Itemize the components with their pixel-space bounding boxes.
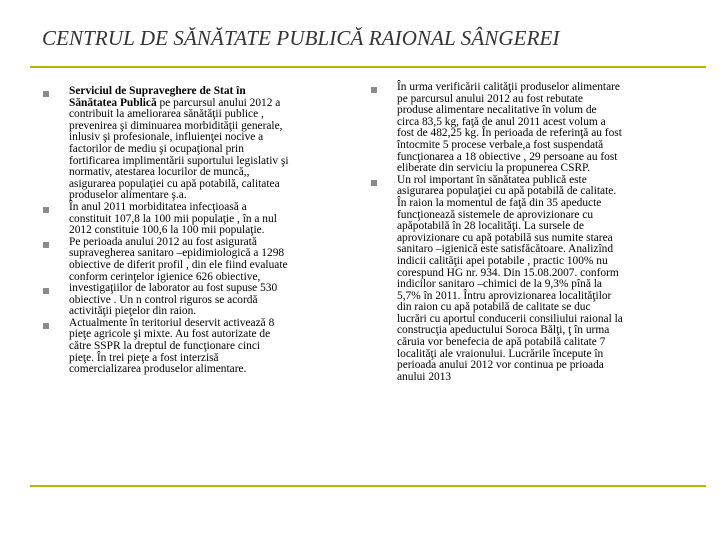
text-line: Pe perioada anului 2012 au fost asigurată xyxy=(69,235,257,248)
text-line: construcţia apeductului Soroca Bălţi, ţ în urma xyxy=(397,324,610,337)
list-item xyxy=(43,237,348,283)
text-line: perioada anului 2012 vor continua pe prioada xyxy=(397,359,604,372)
text-line: În raion la momentul de faţă din 35 apeducte xyxy=(397,196,602,209)
text-line: comercializarea produselor alimentare. xyxy=(69,363,247,376)
text-line: fost de 482,25 kg. În perioada de referinţă au fost xyxy=(397,127,622,140)
text-line: produse alimentare necalitative în volum de xyxy=(397,104,597,117)
text-line: factorilor de mediu şi ocupaţional prin xyxy=(69,142,244,155)
text-line: funcţionarea a 18 obiective , 29 persoane au fost xyxy=(397,150,618,163)
list-item xyxy=(43,318,348,376)
text-line: asigurarea populaţiei cu apă potabilă, calitatea xyxy=(69,177,280,190)
bottom-divider xyxy=(30,485,706,487)
list-item xyxy=(43,86,348,202)
text-line: pieţe. În trei pieţe a fost interzisă xyxy=(69,351,219,364)
text-line: 2012 constituie 100,6 la 100 mii populaţie. xyxy=(69,224,265,237)
text-line: căruia vor benefecia de apă potabilă calitate 7 xyxy=(397,336,606,349)
list-item xyxy=(43,202,348,237)
text-line: lucrări cu aportul conducerii consiliului raional la xyxy=(397,312,623,325)
list-item xyxy=(43,283,348,318)
text-line: inlusiv şi profesionale, influienţei nocive a xyxy=(69,131,264,144)
text-line: anului 2013 xyxy=(397,370,452,383)
text-line: funcţionează sistemele de aprovizionare cu xyxy=(397,208,594,221)
top-divider xyxy=(30,66,706,68)
list-item xyxy=(371,175,691,384)
text-line: activităţii pieţelor din raion. xyxy=(69,305,197,318)
text-line: Actualmente în teritoriul deservit activează 8 xyxy=(69,316,275,329)
text-line: constituit 107,8 la 100 mii populaţie , în a nul xyxy=(69,212,277,225)
slide-title: CENTRUL DE SĂNĂTATE PUBLICĂ RAIONAL SÂNGEREI xyxy=(42,26,560,50)
text-line: investigaţiilor de laborator au fost supuse 530 xyxy=(69,282,278,295)
text-line: indicilor sanitaro –chimici de la 9,3% pînă la xyxy=(397,278,602,291)
item-heading-line: Serviciul de Supraveghere de Stat în xyxy=(69,85,246,97)
text-line: aprovizionare cu apă potabilă sus numite starea xyxy=(397,231,613,244)
text-line: obiective . Un n control riguros se acordă xyxy=(69,293,258,306)
text-line: În anul 2011 morbiditatea infecţioasă a xyxy=(69,200,247,213)
text-line: întocmite 5 procese verbale,a fost suspendată xyxy=(397,138,604,151)
text-line: Un rol important în sănătatea publică este xyxy=(397,173,587,186)
square-bullet-icon xyxy=(371,180,377,186)
square-bullet-icon xyxy=(43,242,49,248)
text-line: către SSPR la dreptul de funcţionare cinci xyxy=(69,340,261,353)
text-line: indicii calităţii apei potabile , practic 100% nu xyxy=(397,254,608,267)
text-line: contribuit la ameliorarea sănătăţii publice , xyxy=(69,108,264,121)
left-column xyxy=(43,86,348,376)
text-line: conform cerinţelor igienice 626 obiective, xyxy=(69,270,261,283)
text-line: pieţe agricole şi mixte. Au fost autorizate de xyxy=(69,328,271,341)
text-line: prevenirea şi diminuarea morbidităţii generale, xyxy=(69,119,283,132)
item-heading-line: Sănătatea Publică xyxy=(69,96,157,109)
square-bullet-icon xyxy=(43,323,49,329)
square-bullet-icon xyxy=(371,87,377,93)
text-line: 5,7% în 2011. Întru aprovizionarea localităţilor xyxy=(397,289,612,302)
text-line: pe parcursul anului 2012 a xyxy=(156,96,281,109)
text-line: supravegherea sanitaro –epidimiologică a 1298 xyxy=(69,247,285,260)
text-line: produselor alimentare ş.a. xyxy=(69,189,187,202)
text-line: obiective de diferit profil , din ele fiind evaluate xyxy=(69,258,288,271)
text-line: apăpotabilă în 28 localităţi. La sursele de xyxy=(397,220,584,233)
text-line: eliberate din serviciu la propunerea CSRP. xyxy=(397,162,590,175)
right-column xyxy=(371,82,691,383)
text-line: În urma verificării calităţii produselor alimentare xyxy=(397,81,620,93)
text-line: asigurarea populaţiei cu apă potabilă de calitate. xyxy=(397,185,617,198)
text-line: circa 83,5 kg, faţă de anul 2011 acest volum a xyxy=(397,115,606,128)
text-line: sanitaro –igienică este satisfăcătoare. Analizînd xyxy=(397,243,614,256)
square-bullet-icon xyxy=(43,288,49,294)
text-line: fortificarea implimentării suportului legislativ şi xyxy=(69,154,289,167)
square-bullet-icon xyxy=(43,207,49,213)
text-line: corespund HG nr. 934. Din 15.08.2007. conform xyxy=(397,266,619,279)
text-line: normativ, atestarea locurilor de muncă,, xyxy=(69,166,250,179)
text-line: pe parcursul anului 2012 au fost rebutate xyxy=(397,92,583,105)
text-line: din raion cu apă potabilă de calitate se duc xyxy=(397,301,591,314)
square-bullet-icon xyxy=(43,91,49,97)
text-line: localităţi ale vraionului. Lucrările începute în xyxy=(397,347,604,360)
list-item xyxy=(371,82,691,175)
